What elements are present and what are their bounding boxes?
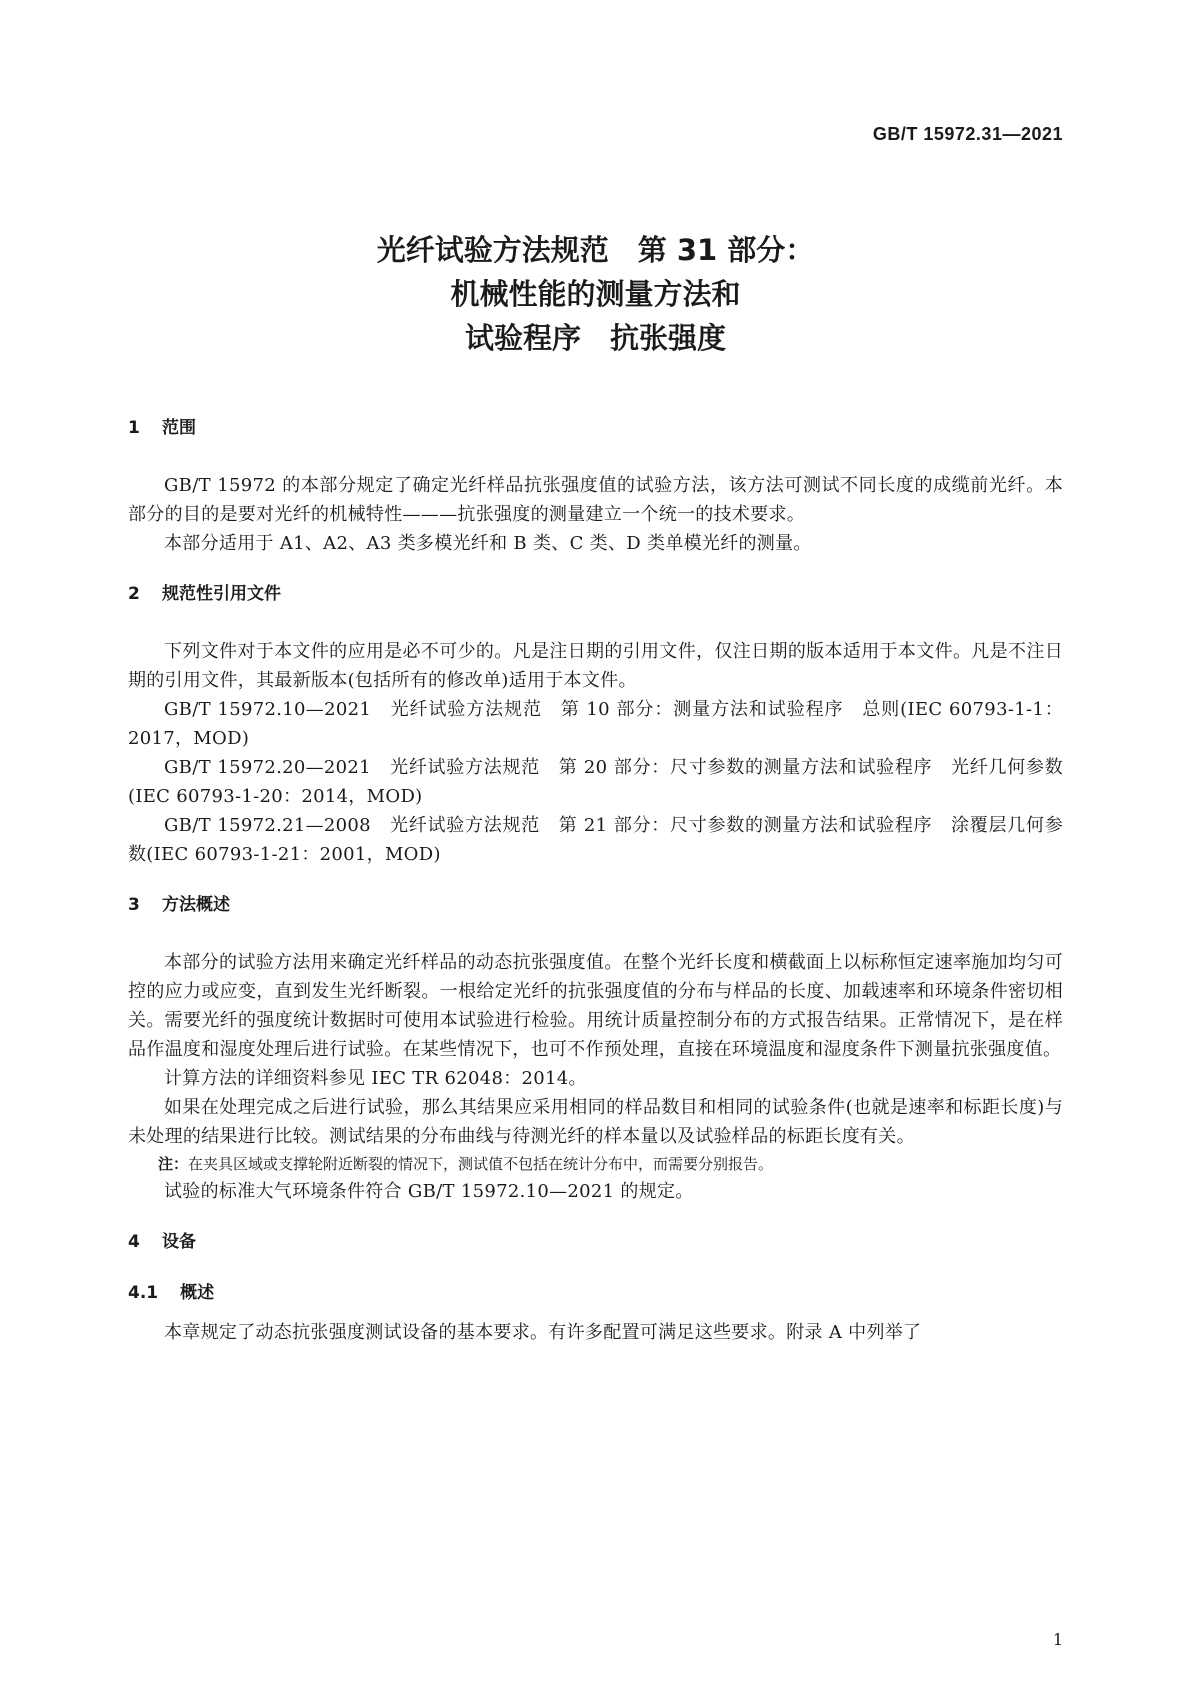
document-body: [128, 414, 1063, 1347]
reference-entry: GB/T 15972.20—2021 光纤试验方法规范 第 20 部分：尺寸参数的测量方法和试验程序 光纤几何参数(IEC 60793-1-20：2014，MOD): [128, 757, 1063, 807]
section-heading-equipment: [128, 1228, 1063, 1257]
paragraph: 本章规定了动态抗张强度测试设备的基本要求。有许多配置可满足这些要求。附录 A 中列举了: [164, 1322, 922, 1343]
standard-code: GB/T 15972.31—2021: [872, 124, 1063, 144]
note-text: 在夹具区域或支撑轮附近断裂的情况下，测试值不包括在统计分布中，而需要分别报告。: [188, 1155, 774, 1173]
subsection-title: 概述: [180, 1283, 215, 1303]
section-number: 3: [128, 895, 140, 915]
reference-entry: GB/T 15972.21—2008 光纤试验方法规范 第 21 部分：尺寸参数的测量方法和试验程序 涂覆层几何参数(IEC 60793-1-21：2001，MOD): [128, 815, 1063, 865]
section-heading-method-overview: [128, 891, 1063, 920]
note: [128, 1151, 1063, 1177]
section-heading-normative-references: [128, 580, 1063, 609]
paragraph: 如果在处理完成之后进行试验，那么其结果应采用相同的样品数目和相同的试验条件(也就是速率和标距长度)与未处理的结果进行比较。测试结果的分布曲线与待测光纤的样本量以及试验样品的标距长度有关。: [128, 1097, 1063, 1147]
note-label: 注：: [158, 1155, 189, 1173]
paragraph: 试验的标准大气环境条件符合 GB/T 15972.10—2021 的规定。: [164, 1181, 694, 1202]
paragraph: 计算方法的详细资料参见 IEC TR 62048：2014。: [164, 1068, 587, 1089]
title-line-2: 机械性能的测量方法和: [450, 277, 741, 311]
section-title: 范围: [162, 418, 196, 438]
title-line-1: 光纤试验方法规范 第 31 部分：: [376, 233, 815, 267]
section-title: 设备: [162, 1232, 196, 1252]
section-number: 4: [128, 1232, 140, 1252]
document-title: [0, 228, 1191, 360]
section-title: 方法概述: [162, 895, 230, 915]
section-number: 1: [128, 418, 140, 438]
title-line-3: 试验程序 抗张强度: [464, 321, 726, 355]
section-number: 2: [128, 584, 140, 604]
paragraph: GB/T 15972 的本部分规定了确定光纤样品抗张强度值的试验方法，该方法可测试不同长度的成缆前光纤。本部分的目的是要对光纤的机械特性———抗张强度的测量建立一个统一的技术要求。: [128, 475, 1063, 525]
section-title: 规范性引用文件: [162, 584, 281, 604]
page-number: 1: [1052, 1630, 1063, 1649]
paragraph: 本部分适用于 A1、A2、A3 类多模光纤和 B 类、C 类、D 类单模光纤的测量。: [164, 533, 812, 554]
subsection-number: 4.1: [128, 1283, 159, 1303]
paragraph: 本部分的试验方法用来确定光纤样品的动态抗张强度值。在整个光纤长度和横截面上以标称恒定速率施加均匀可控的应力或应变，直到发生光纤断裂。一根给定光纤的抗张强度值的分布与样品的长度、加载速率和环境条件密切相关。需要光纤的强度统计数据时可使用本试验进行检验。用统计质量控制分布的方式报告结果。正常情况下，是在样品作温度和湿度处理后进行试验。在某些情况下，也可不作预处理，直接在环境温度和湿度条件下测量抗张强度值。: [128, 952, 1063, 1060]
reference-entry: GB/T 15972.10—2021 光纤试验方法规范 第 10 部分：测量方法和试验程序 总则(IEC 60793-1-1：2017，MOD): [128, 699, 1063, 749]
subsection-heading-general: [128, 1279, 1063, 1308]
section-heading-scope: [128, 414, 1063, 443]
paragraph: 下列文件对于本文件的应用是必不可少的。凡是注日期的引用文件，仅注日期的版本适用于本文件。凡是不注日期的引用文件，其最新版本(包括所有的修改单)适用于本文件。: [128, 641, 1063, 691]
